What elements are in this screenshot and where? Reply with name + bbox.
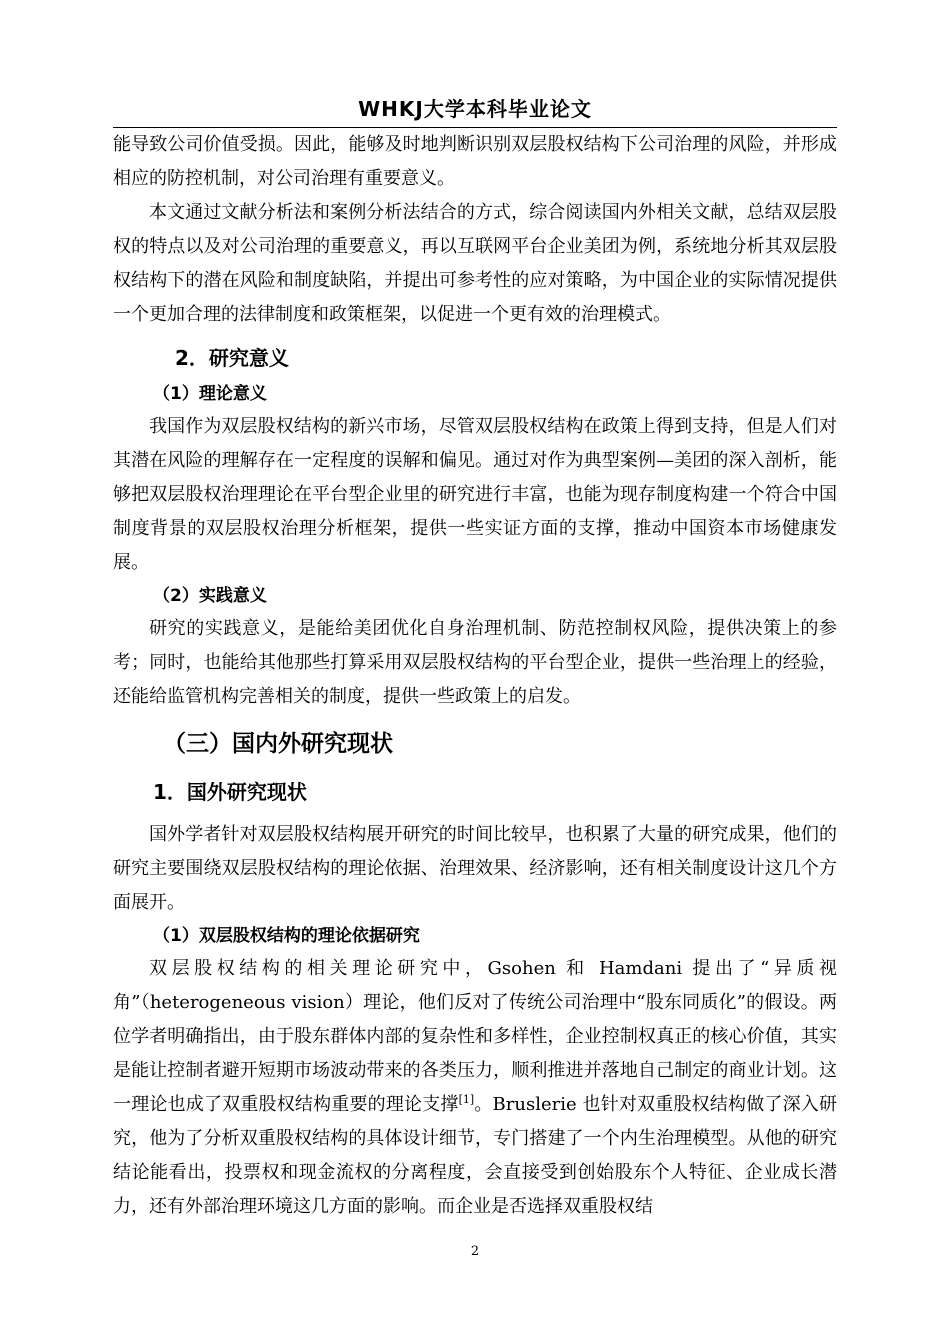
heading-research-significance: 2．研究意义: [175, 346, 289, 370]
paragraph-practical: 研究的实践意义，是能给美团优化自身治理机制、防范控制权风险，提供决策上的参考；同时，也能给其他那些打算采用双层股权结构的平台型企业，提供一些治理上的经验，还能给监管机构完善相关的制度，提供一些政策上的启发。: [113, 618, 837, 707]
heading-practical-significance: （2）实践意义: [153, 586, 267, 606]
heading-research-status: （三）国内外研究现状: [163, 731, 393, 757]
citation-marker: [1]: [458, 1093, 475, 1106]
page-number: 2: [470, 1244, 480, 1259]
paragraph-theoretical-basis: [113, 952, 837, 1224]
paragraph-foreign-overview: 国外学者针对双层股权结构展开研究的时间比较早，也积累了大量的研究成果，他们的研究主要围绕双层股权结构的理论依据、治理效果、经济影响，还有相关制度设计这几个方面展开。: [113, 824, 837, 913]
heading-theoretical-significance: （1）理论意义: [153, 384, 267, 404]
body-content: [113, 128, 837, 1224]
running-header: WHKJ大学本科毕业论文: [358, 97, 592, 121]
heading-foreign-research: 1．国外研究现状: [153, 780, 307, 804]
paragraph-method: 本文通过文献分析法和案例分析法结合的方式，综合阅读国内外相关文献，总结双层股权的特点以及对公司治理的重要意义，再以互联网平台企业美团为例，系统地分析其双层股权结构下的潜在风险和制度缺陷，并提出可参考性的应对策略，为中国企业的实际情况提供一个更加合理的法律制度和政策框架，以促进一个更有效的治理模式。: [113, 202, 837, 325]
heading-theoretical-basis: （1）双层股权结构的理论依据研究: [153, 926, 420, 946]
paragraph-theoretical: 我国作为双层股权结构的新兴市场，尽管双层股权结构在政策上得到支持，但是人们对其潜在风险的理解存在一定程度的误解和偏见。通过对作为典型案例—美团的深入剖析，能够把双层股权治理理论在平台型企业里的研究进行丰富，也能为现存制度构建一个符合中国制度背景的双层股权治理分析框架，提供一些实证方面的支撑，推动中国资本市场健康发展。: [113, 416, 837, 573]
paragraph-continued: 能导致公司价值受损。因此，能够及时地判断识别双层股权结构下公司治理的风险，并形成相应的防控机制，对公司治理有重要意义。: [113, 134, 837, 189]
paragraph-text-part: 双层股权结构的相关理论研究中，Gsohen 和 Hamdani 提出了“异质视角”（heterogeneous vision）理论，他们反对了传统公司治理中“股东同质化”的假设。两位学者明确指出，由于股东群体内部的复杂性和多样性，企业控制权真正的核心价值，其实是能让控制者避开短期市场波动带来的各类压力，顺利推进并落地自己制定的商业计划。这一理论也成了双重股权结构重要的理论支撑: [113, 958, 837, 1115]
paragraph-text-part: 。Bruslerie 也针对双重股权结构做了深入研究，他为了分析双重股权结构的具体设计细节，专门搭建了一个内生治理模型。从他的研究结论能看出，投票权和现金流权的分离程度，会直接受到创始股东个人特征、企业成长潜力，还有外部治理环境这几方面的影响。而企业是否选择双重股权结: [113, 1094, 837, 1217]
